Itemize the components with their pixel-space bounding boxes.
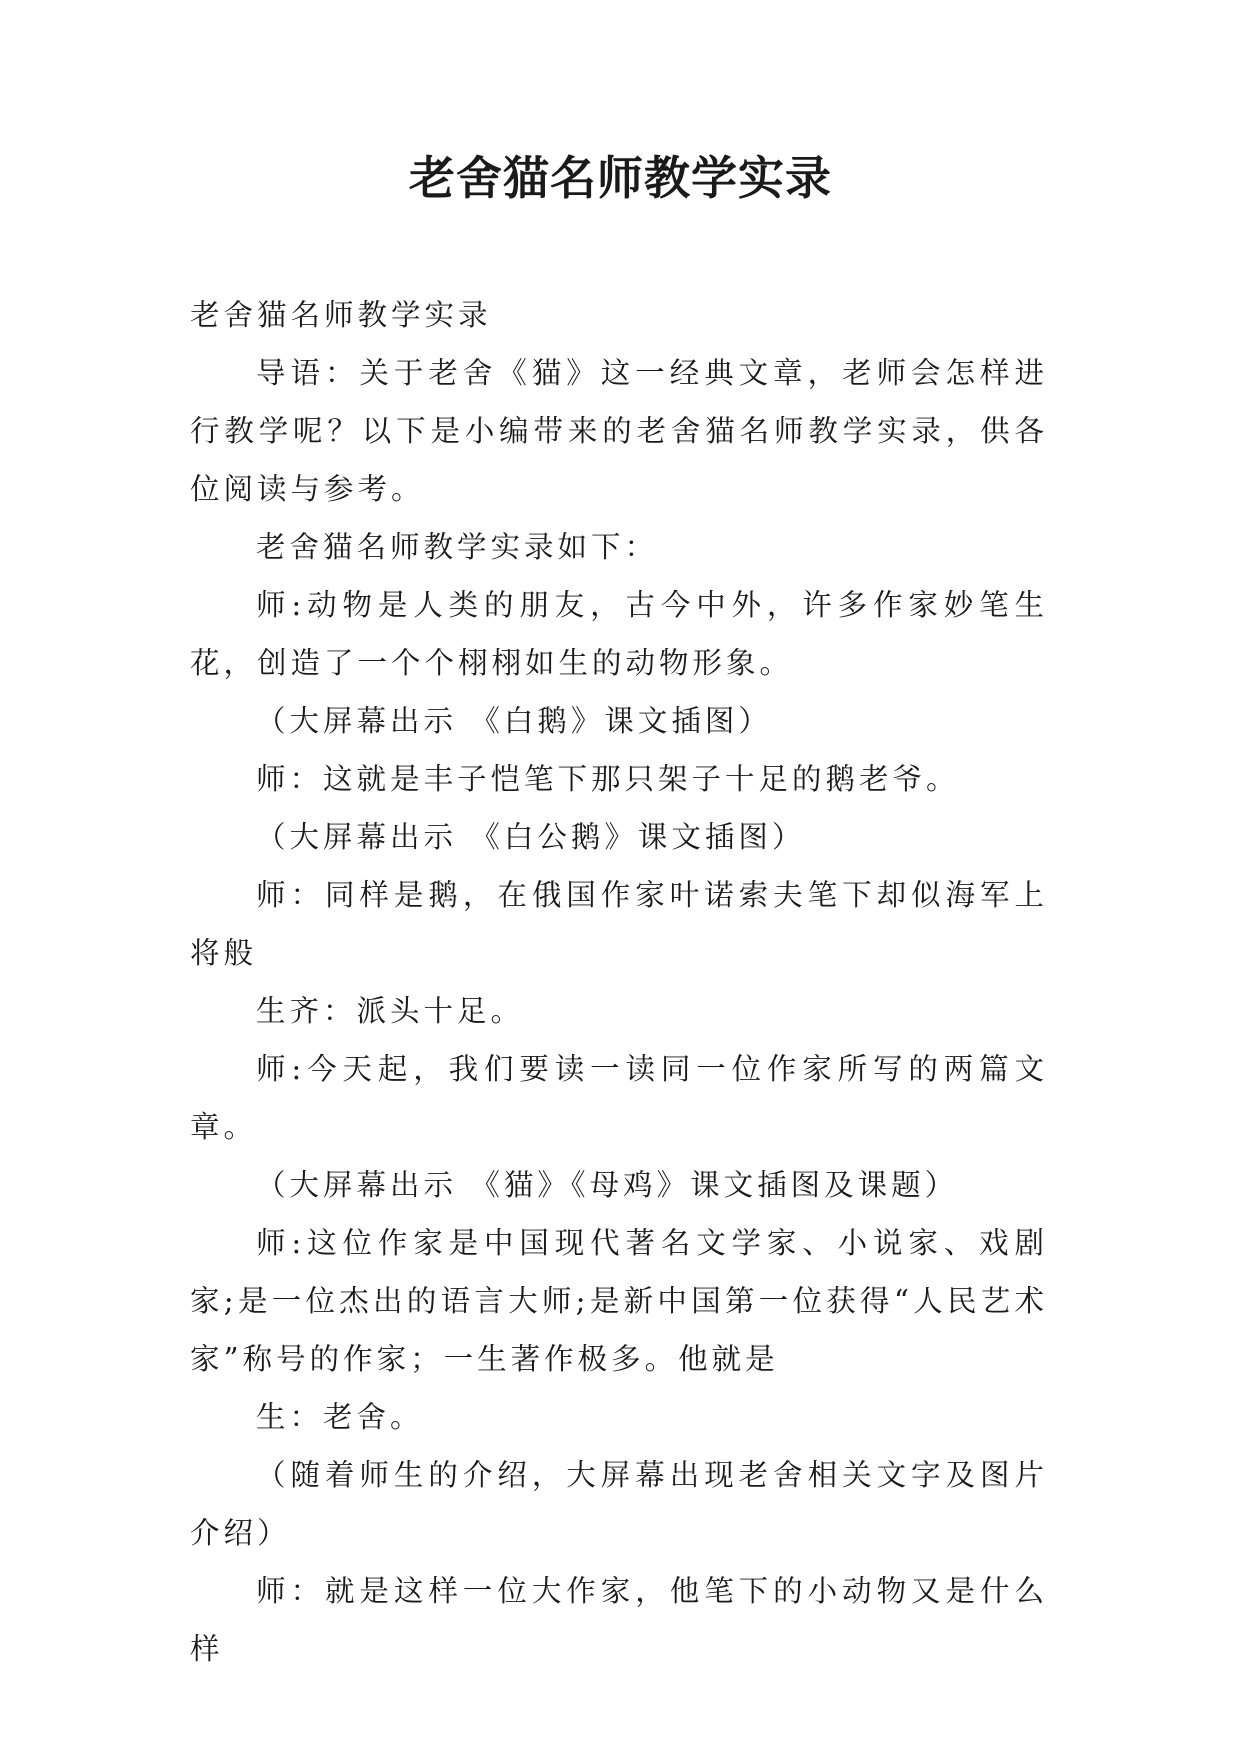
paragraph: 师:今天起，我们要读一读同一位作家所写的两篇文章。 (190, 1052, 1048, 1144)
document-title: 老舍猫名师教学实录 (409, 151, 832, 205)
document-body (190, 286, 1048, 1678)
paragraph-stage-cue: （大屏幕出示 《白公鹅》课文插图） (256, 820, 806, 854)
paragraph: 师：这就是丰子恺笔下那只架子十足的鹅老爷。 (256, 762, 960, 796)
paragraph: 生：老舍。 (256, 1400, 424, 1434)
paragraph-heading: 老舍猫名师教学实录 (190, 298, 492, 332)
paragraph: 师：就是这样一位大作家，他笔下的小动物又是什么样 (190, 1574, 1048, 1666)
paragraph: 师:动物是人类的朋友，古今中外，许多作家妙笔生花，创造了一个个栩栩如生的动物形象。 (190, 588, 1048, 680)
paragraph-stage-cue: （大屏幕出示 《猫》《母鸡》课文插图及课题） (256, 1168, 959, 1202)
paragraph-intro: 导语：关于老舍《猫》这一经典文章，老师会怎样进行教学呢？以下是小编带来的老舍猫名师教学实录，供各位阅读与参考。 (190, 356, 1048, 506)
paragraph: 生齐：派头十足。 (256, 994, 525, 1028)
paragraph-stage-cue: （大屏幕出示 《白鹅》课文插图） (256, 704, 772, 738)
paragraph: 师：同样是鹅，在俄国作家叶诺索夫笔下却似海军上将般 (190, 878, 1048, 970)
paragraph: 老舍猫名师教学实录如下： (256, 530, 659, 564)
paragraph-stage-cue: （随着师生的介绍，大屏幕出现老舍相关文字及图片介绍） (190, 1458, 1048, 1550)
paragraph: 师:这位作家是中国现代著名文学家、小说家、戏剧家;是一位杰出的语言大师;是新中国第一位获得“人民艺术家”称号的作家；一生著作极多。他就是 (190, 1226, 1048, 1376)
